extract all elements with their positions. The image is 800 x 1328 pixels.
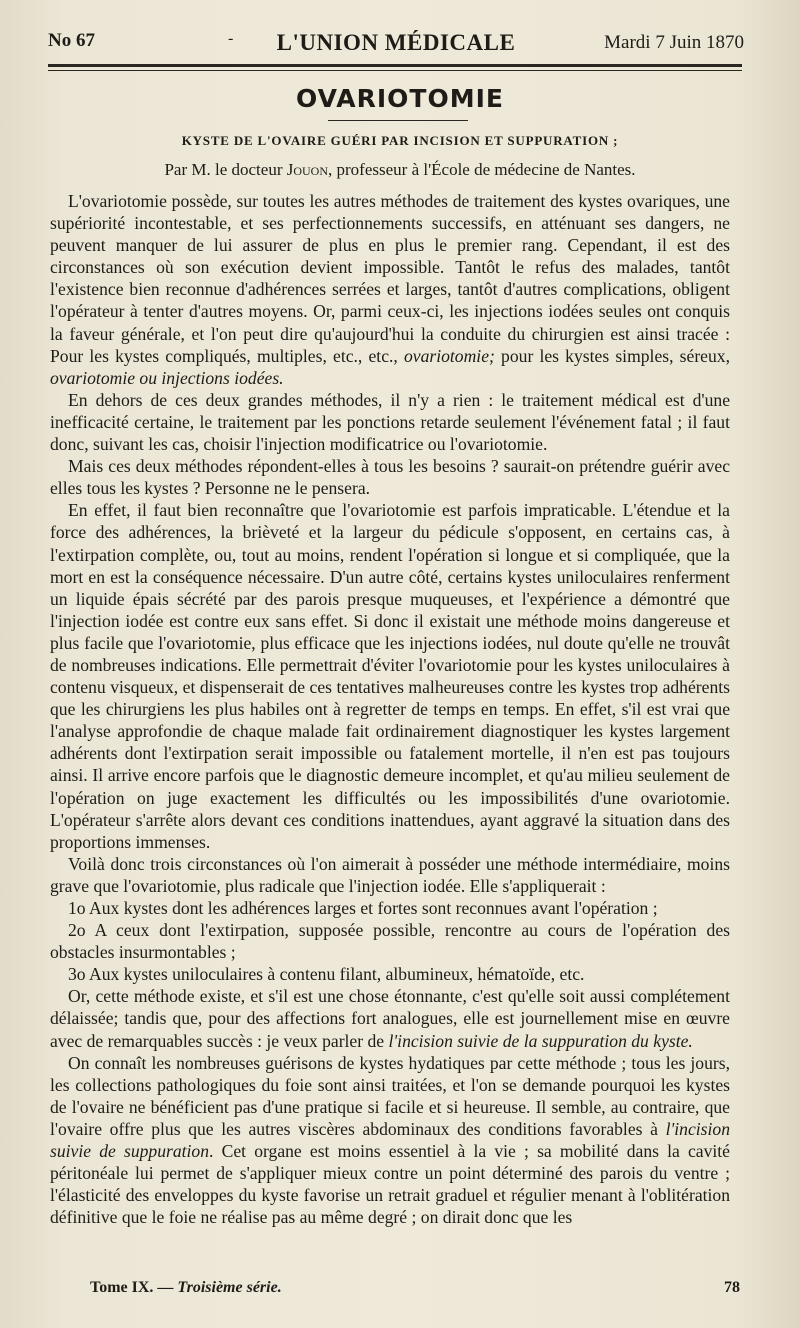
article-body bbox=[50, 190, 730, 1228]
title-underline bbox=[328, 120, 468, 121]
journal-name: L'UNION MÉDICALE bbox=[276, 30, 516, 55]
list-item: 2o A ceux dont l'extirpation, supposée possible, rencontre au cours de l'opération des obstacles insurmontables ; bbox=[50, 920, 730, 963]
paragraph: En dehors de ces deux grandes méthodes, il n'y a rien : le traitement médical est d'une inefficacité certaine, le traitement par les ponctions retarde seulement l'événement fatal ; il faut donc, suivant les cas, choisir l'injection modificatrice ou l'ovariotomie. bbox=[50, 389, 730, 455]
article-subtitle: KYSTE DE L'OVAIRE GUÉRI PAR INCISION ET SUPPURATION ; bbox=[181, 133, 619, 148]
author-name: Jouon bbox=[286, 160, 329, 179]
article-title: OVARIOTOMIE bbox=[296, 84, 504, 113]
page-footer bbox=[90, 1279, 740, 1303]
paragraph: Or, cette méthode existe, et s'il est une chose étonnante, c'est qu'elle soit aussi complétement délaissée; tandis que, pour des affections fort analogues, elle est journellement mise en œuvre avec de remarquables succès : je veux parler de l'incision suivie de la suppuration du kyste. bbox=[50, 986, 730, 1051]
issue-date: Mardi 7 Juin 1870 bbox=[604, 32, 744, 53]
paragraph: Voilà donc trois circonstances où l'on aimerait à posséder une méthode intermédiaire, moins grave que l'ovariotomie, plus radicale que l'injection iodée. Elle s'appliquerait : bbox=[50, 853, 730, 896]
list-item: 3o Aux kystes uniloculaires à contenu filant, albumineux, hématoïde, etc. bbox=[68, 964, 585, 985]
running-header bbox=[48, 30, 744, 62]
paragraph: En effet, il faut bien reconnaître que l'ovariotomie est parfois impraticable. L'étendue et la force des adhérences, la brièveté et la largeur du pédicule s'opposent, en certains cas, à l'extirpation complète, ou, tout au moins, rendent l'opération si longue et si compliquée, que la mort en est la conséquence nécessaire. D'un autre côté, certains kystes uniloculaires renferment un liquide épais sécrété par des parois presque muqueuses, et l'expérience a démontré que l'injection iodée est contre eux sans effet. Si donc il existait une méthode moins dangereuse et plus facile que l'ovariotomie, plus efficace que les injections iodées, nul doute qu'elle ne trouvât de nombreuses indications. Elle permettrait d'éviter l'ovariotomie pour les kystes uniloculaires à contenu visqueux, et dispenserait de ces tentatives malheureuses contre les kystes trop adhérents que les chirurgiens les plus habiles ont à regretter de temps en temps. En effet, s'il est vrai que l'analyse approfondie de chaque malade fait ordinairement diagnostiquer les kystes largement adhérents dont l'extirpation serait impossible ou fatalement mortelle, il n'en est pas toujours ainsi. Il arrive encore parfois que le diagnostic demeure incomplet, et qu'au milieu seulement de l'opération on juge exactement les difficultés ou les impossibilités d'une ovariotomie. L'opérateur s'arrête alors devant ces conditions inattendues, ayant aggravé la situation dans des proportions immenses. bbox=[50, 500, 730, 852]
byline-prefix: Par M. le docteur bbox=[164, 160, 287, 179]
header-dash: - bbox=[228, 30, 234, 47]
paragraph: On connaît les nombreuses guérisons de kystes hydatiques par cette méthode ; tous les jours, les collections pathologiques du foie sont ainsi traitées, et l'on se demande pourquoi les kystes de l'ovaire ne bénéficient pas d'une pratique si facile et si heureuse. Il semble, au contraire, que l'ovaire offre plus que les autres viscères abdominaux des conditions favorables à l'incision suivie de suppuration. Cet organe est moins essentiel à la vie ; sa mobilité dans la cavité péritonéale lui permet de s'appliquer mieux contre un point déterminé des parois du ventre ; l'élasticité des enveloppes du kyste favorise un retrait graduel et régulier menant à l'oblitération définitive que le foie ne réalise pas au même degré ; on dirait donc que les bbox=[50, 1052, 730, 1228]
header-rule-thin bbox=[48, 70, 742, 71]
page-number: 78 bbox=[724, 1279, 740, 1296]
list-item: 1o Aux kystes dont les adhérences larges et fortes sont reconnues avant l'opération ; bbox=[68, 898, 658, 918]
article-byline bbox=[0, 160, 800, 180]
paragraph: L'ovariotomie possède, sur toutes les autres méthodes de traitement des kystes ovariques, une supériorité incontestable, et ses perfectionnements successifs, en atténuant ses dangers, ne peuvent manquer de lui assurer de plus en plus le premier rang. Cependant, il est des circonstances où son exécution devient impossible. Tantôt le refus des malades, tantôt l'existence bien reconnue d'adhérences serrées et larges, tantôt d'autres complications, obligent l'opérateur à tenter d'autres moyens. Or, parmi ceux-ci, les injections iodées seules ont conquis la faveur générale, et l'on peut dire qu'aujourd'hui la conduite du chirurgien est ainsi tracée : Pour les kystes compliqués, multiples, etc., etc., ovariotomie; pour les kystes simples, séreux, ovariotomie ou injections iodées. bbox=[50, 191, 730, 388]
issue-number: No 67 bbox=[48, 30, 95, 51]
paragraph: Mais ces deux méthodes répondent-elles à tous les besoins ? saurait-on prétendre guérir avec elles tous les kystes ? Personne ne le pensera. bbox=[50, 456, 730, 499]
byline-suffix: , professeur à l'École de médecine de Nantes. bbox=[328, 160, 636, 179]
volume-info: Tome IX. — Troisième série. bbox=[90, 1279, 282, 1296]
header-rule-thick bbox=[48, 64, 742, 67]
